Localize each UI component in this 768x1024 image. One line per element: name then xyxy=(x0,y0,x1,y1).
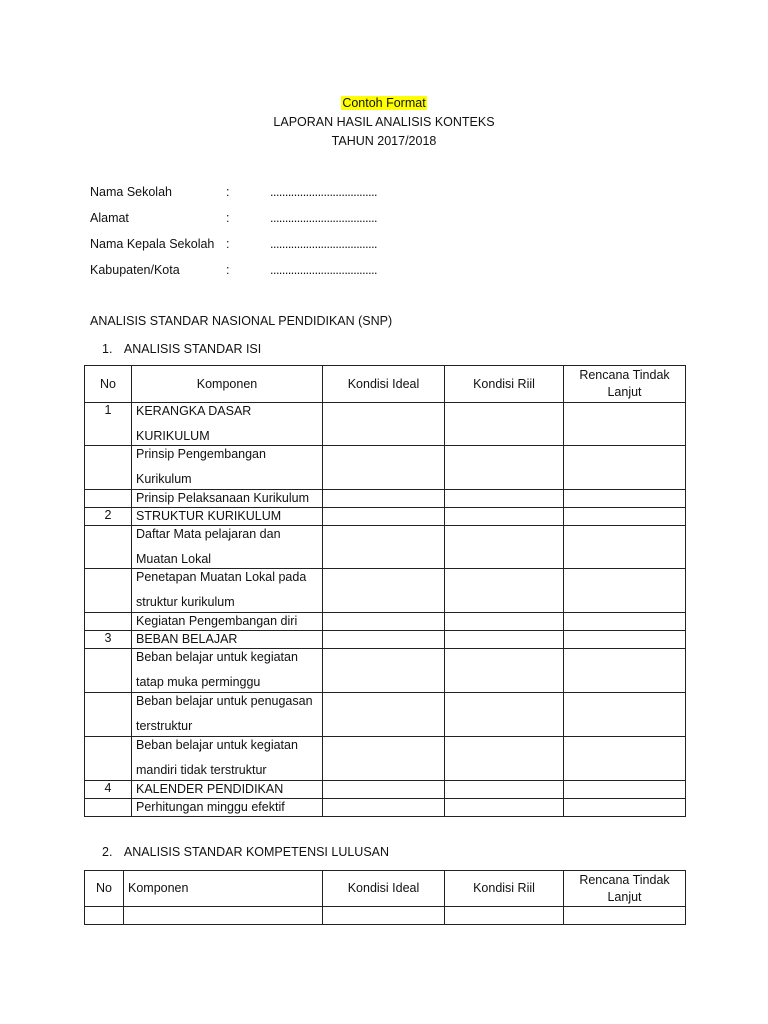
cell-rtl[interactable] xyxy=(564,508,686,526)
standar-isi-table xyxy=(84,365,686,817)
info-label: Alamat xyxy=(90,211,129,225)
col-kondisi-ideal: Kondisi Ideal xyxy=(323,366,445,403)
table-row xyxy=(85,693,686,737)
cell-rtl[interactable] xyxy=(564,649,686,693)
table-row xyxy=(85,446,686,490)
cell-text: mandiri tidak terstruktur xyxy=(136,763,267,777)
table-row xyxy=(85,403,686,446)
col-rencana: Rencana Tindak Lanjut xyxy=(564,871,686,907)
cell-text: terstruktur xyxy=(136,719,193,733)
cell-ideal[interactable] xyxy=(323,490,445,508)
cell-text: Prinsip Pengembangan xyxy=(136,447,266,461)
cell-rtl[interactable] xyxy=(564,799,686,817)
cell-ideal[interactable] xyxy=(323,799,445,817)
cell-text: Beban belajar untuk kegiatan xyxy=(136,650,298,664)
cell-ideal[interactable] xyxy=(323,649,445,693)
info-colon: : xyxy=(226,237,230,251)
cell-text: Beban belajar untuk kegiatan xyxy=(136,738,298,752)
table-row xyxy=(85,569,686,613)
section1-number: 1. xyxy=(102,342,113,356)
cell-komponen xyxy=(132,446,323,490)
info-colon: : xyxy=(226,185,230,199)
cell-rtl[interactable] xyxy=(564,526,686,569)
cell-ideal[interactable] xyxy=(323,526,445,569)
col-rencana: Rencana Tindak Lanjut xyxy=(564,366,686,403)
format-label: Contoh Format xyxy=(342,96,426,110)
cell-ideal[interactable] xyxy=(323,737,445,781)
cell-text: Muatan Lokal xyxy=(136,552,212,566)
cell-text: Kurikulum xyxy=(136,472,192,486)
cell-komponen xyxy=(132,526,323,569)
cell-rtl[interactable] xyxy=(564,446,686,490)
cell-ideal[interactable] xyxy=(323,781,445,799)
col-no: No xyxy=(85,366,132,403)
cell-text: BEBAN BELAJAR xyxy=(136,632,238,646)
info-value: .................................... xyxy=(270,211,378,225)
col-komponen: Komponen xyxy=(124,871,323,907)
cell-rtl[interactable] xyxy=(564,613,686,631)
cell-rtl[interactable] xyxy=(564,569,686,613)
cell-no xyxy=(85,693,132,737)
col-no: No xyxy=(85,871,124,907)
info-value: .................................... xyxy=(270,263,378,277)
cell-riil[interactable] xyxy=(445,649,564,693)
cell-text: KURIKULUM xyxy=(136,429,210,443)
col-kondisi-ideal: Kondisi Ideal xyxy=(323,871,445,907)
col-kondisi-riil: Kondisi Riil xyxy=(445,366,564,403)
cell-rtl[interactable] xyxy=(564,490,686,508)
cell-ideal[interactable] xyxy=(323,403,445,446)
cell-riil[interactable] xyxy=(445,693,564,737)
cell-komponen xyxy=(132,649,323,693)
table-row xyxy=(85,907,686,925)
cell-riil[interactable] xyxy=(445,907,564,925)
cell-komponen xyxy=(132,508,323,526)
cell-komponen xyxy=(132,799,323,817)
cell-no xyxy=(85,569,132,613)
cell-no xyxy=(85,799,132,817)
cell-no: 4 xyxy=(85,781,132,799)
cell-riil[interactable] xyxy=(445,799,564,817)
cell-rtl[interactable] xyxy=(564,403,686,446)
cell-komponen xyxy=(132,490,323,508)
cell-riil[interactable] xyxy=(445,569,564,613)
cell-riil[interactable] xyxy=(445,446,564,490)
table-row xyxy=(85,631,686,649)
table-row xyxy=(85,526,686,569)
info-value: .................................... xyxy=(270,185,378,199)
info-label: Kabupaten/Kota xyxy=(90,263,180,277)
section2-title: ANALISIS STANDAR KOMPETENSI LULUSAN xyxy=(123,845,390,859)
cell-no xyxy=(85,446,132,490)
table-header-row xyxy=(85,366,686,403)
info-colon: : xyxy=(226,263,230,277)
cell-text: Kegiatan Pengembangan diri xyxy=(136,614,298,628)
cell-komponen xyxy=(132,737,323,781)
cell-no: 3 xyxy=(85,631,132,649)
table-row xyxy=(85,799,686,817)
section2-number: 2. xyxy=(102,845,113,859)
cell-komponen[interactable] xyxy=(124,907,323,925)
school-info xyxy=(90,182,690,286)
cell-rtl[interactable] xyxy=(564,781,686,799)
info-colon: : xyxy=(226,211,230,225)
cell-riil[interactable] xyxy=(445,613,564,631)
cell-text: KALENDER PENDIDIKAN xyxy=(136,782,284,796)
cell-text: KERANGKA DASAR xyxy=(136,404,252,418)
cell-text: Daftar Mata pelajaran dan xyxy=(136,527,281,541)
table-header-row xyxy=(85,871,686,907)
table-row xyxy=(85,490,686,508)
cell-riil[interactable] xyxy=(445,508,564,526)
cell-komponen xyxy=(132,781,323,799)
title-block xyxy=(0,94,768,151)
cell-komponen xyxy=(132,403,323,446)
report-title: LAPORAN HASIL ANALISIS KONTEKS xyxy=(273,115,495,129)
cell-text: Penetapan Muatan Lokal pada xyxy=(136,570,307,584)
cell-ideal[interactable] xyxy=(323,631,445,649)
cell-text: STRUKTUR KURIKULUM xyxy=(136,509,282,523)
cell-ideal[interactable] xyxy=(323,693,445,737)
cell-rtl[interactable] xyxy=(564,693,686,737)
cell-no xyxy=(85,490,132,508)
cell-no: 2 xyxy=(85,508,132,526)
report-year: TAHUN 2017/2018 xyxy=(331,134,437,148)
table-row xyxy=(85,781,686,799)
info-row-alamat xyxy=(90,208,690,234)
section2-heading xyxy=(102,845,389,859)
cell-ideal[interactable] xyxy=(323,508,445,526)
table-row xyxy=(85,508,686,526)
main-heading: ANALISIS STANDAR NASIONAL PENDIDIKAN (SNP) xyxy=(90,314,393,328)
section1-heading xyxy=(102,342,261,356)
cell-no xyxy=(85,526,132,569)
cell-riil[interactable] xyxy=(445,631,564,649)
cell-rtl[interactable] xyxy=(564,907,686,925)
cell-komponen xyxy=(132,613,323,631)
cell-text: Beban belajar untuk penugasan xyxy=(136,694,313,708)
cell-no xyxy=(85,649,132,693)
table-row xyxy=(85,613,686,631)
cell-riil[interactable] xyxy=(445,526,564,569)
info-label: Nama Sekolah xyxy=(90,185,172,199)
col-kondisi-riil: Kondisi Riil xyxy=(445,871,564,907)
col-komponen: Komponen xyxy=(132,366,323,403)
cell-ideal[interactable] xyxy=(323,569,445,613)
cell-text: Perhitungan minggu efektif xyxy=(136,800,285,814)
cell-no xyxy=(85,737,132,781)
info-row-nama-sekolah xyxy=(90,182,690,208)
cell-riil[interactable] xyxy=(445,403,564,446)
info-value: .................................... xyxy=(270,237,378,251)
section1-title: ANALISIS STANDAR ISI xyxy=(123,342,262,356)
cell-rtl[interactable] xyxy=(564,631,686,649)
kompetensi-lulusan-table xyxy=(84,870,686,925)
cell-text: Prinsip Pelaksanaan Kurikulum xyxy=(136,491,310,505)
cell-ideal[interactable] xyxy=(323,446,445,490)
cell-komponen xyxy=(132,569,323,613)
cell-riil[interactable] xyxy=(445,781,564,799)
cell-text: struktur kurikulum xyxy=(136,595,235,609)
info-row-kepala-sekolah xyxy=(90,234,690,260)
cell-rtl[interactable] xyxy=(564,737,686,781)
info-label: Nama Kepala Sekolah xyxy=(90,237,215,251)
cell-riil[interactable] xyxy=(445,737,564,781)
cell-no: 1 xyxy=(85,403,132,446)
cell-no[interactable] xyxy=(85,907,124,925)
cell-riil[interactable] xyxy=(445,490,564,508)
table-row xyxy=(85,737,686,781)
cell-no xyxy=(85,613,132,631)
cell-ideal[interactable] xyxy=(323,907,445,925)
cell-komponen xyxy=(132,631,323,649)
info-row-kabupaten xyxy=(90,260,690,286)
cell-ideal[interactable] xyxy=(323,613,445,631)
cell-text: tatap muka perminggu xyxy=(136,675,261,689)
cell-komponen xyxy=(132,693,323,737)
table-row xyxy=(85,649,686,693)
